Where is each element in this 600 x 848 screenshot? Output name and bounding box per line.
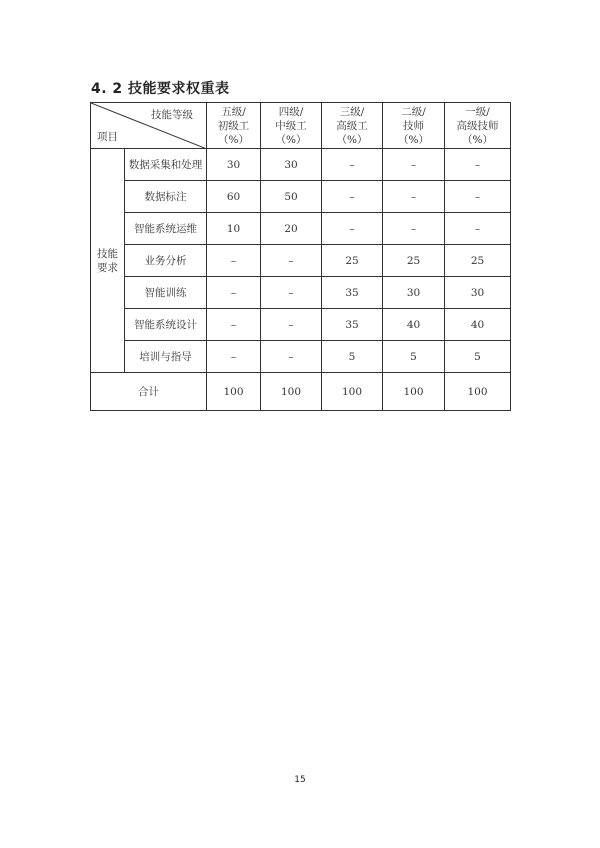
cell-value: –: [445, 149, 511, 181]
cell-value: 30: [445, 277, 511, 309]
cell-value: 50: [261, 181, 322, 213]
cell-value: –: [261, 277, 322, 309]
cell-value: –: [322, 149, 383, 181]
cell-value: 35: [322, 309, 383, 341]
total-value: 100: [207, 373, 261, 411]
cell-value: 5: [383, 341, 445, 373]
cell-value: 35: [322, 277, 383, 309]
category-cell: 技能 要求: [91, 149, 125, 373]
total-value: 100: [445, 373, 511, 411]
cell-value: –: [383, 181, 445, 213]
total-row: [91, 373, 511, 411]
cell-value: 25: [445, 245, 511, 277]
row-item: 数据采集和处理: [125, 149, 207, 181]
cell-value: 60: [207, 181, 261, 213]
level-header-2: 二级/ 技师 （%）: [383, 103, 445, 149]
cell-value: –: [445, 213, 511, 245]
cell-value: 40: [383, 309, 445, 341]
cell-value: –: [322, 213, 383, 245]
cell-value: 25: [383, 245, 445, 277]
cell-value: 20: [261, 213, 322, 245]
cell-value: 25: [322, 245, 383, 277]
skill-weight-table: [90, 102, 511, 411]
table-row: [91, 245, 511, 277]
row-item: 培训与指导: [125, 341, 207, 373]
corner-label-item: 项目: [97, 131, 118, 143]
row-item: 智能系统设计: [125, 309, 207, 341]
corner-label-skill-level: 技能等级: [151, 109, 193, 121]
table-header-row: [91, 103, 511, 149]
cell-value: –: [207, 245, 261, 277]
page-number: 15: [294, 775, 306, 785]
cell-value: 40: [445, 309, 511, 341]
row-item: 业务分析: [125, 245, 207, 277]
level-header-4: 四级/ 中级工 （%）: [261, 103, 322, 149]
cell-value: 30: [207, 149, 261, 181]
total-value: 100: [261, 373, 322, 411]
total-label: 合计: [91, 373, 207, 411]
table-row: [91, 341, 511, 373]
cell-value: –: [207, 309, 261, 341]
cell-value: –: [207, 341, 261, 373]
row-item: 数据标注: [125, 181, 207, 213]
total-value: 100: [383, 373, 445, 411]
cell-value: –: [322, 181, 383, 213]
cell-value: –: [207, 277, 261, 309]
level-header-5: 五级/ 初级工 （%）: [207, 103, 261, 149]
cell-value: –: [261, 341, 322, 373]
cell-value: –: [445, 181, 511, 213]
cell-value: 30: [261, 149, 322, 181]
cell-value: 5: [322, 341, 383, 373]
cell-value: –: [383, 149, 445, 181]
cell-value: 10: [207, 213, 261, 245]
cell-value: 30: [383, 277, 445, 309]
table-row: [91, 181, 511, 213]
row-item: 智能训练: [125, 277, 207, 309]
header-corner-cell: [91, 103, 207, 149]
level-header-3: 三级/ 高级工 （%）: [322, 103, 383, 149]
cell-value: 5: [445, 341, 511, 373]
cell-value: –: [261, 245, 322, 277]
total-value: 100: [322, 373, 383, 411]
table-row: [91, 309, 511, 341]
row-item: 智能系统运维: [125, 213, 207, 245]
table-row: [91, 149, 511, 181]
table-row: [91, 213, 511, 245]
level-header-1: 一级/ 高级技师 （%）: [445, 103, 511, 149]
cell-value: –: [261, 309, 322, 341]
table-row: [91, 277, 511, 309]
cell-value: –: [383, 213, 445, 245]
section-title: 4. 2 技能要求权重表: [91, 81, 230, 97]
